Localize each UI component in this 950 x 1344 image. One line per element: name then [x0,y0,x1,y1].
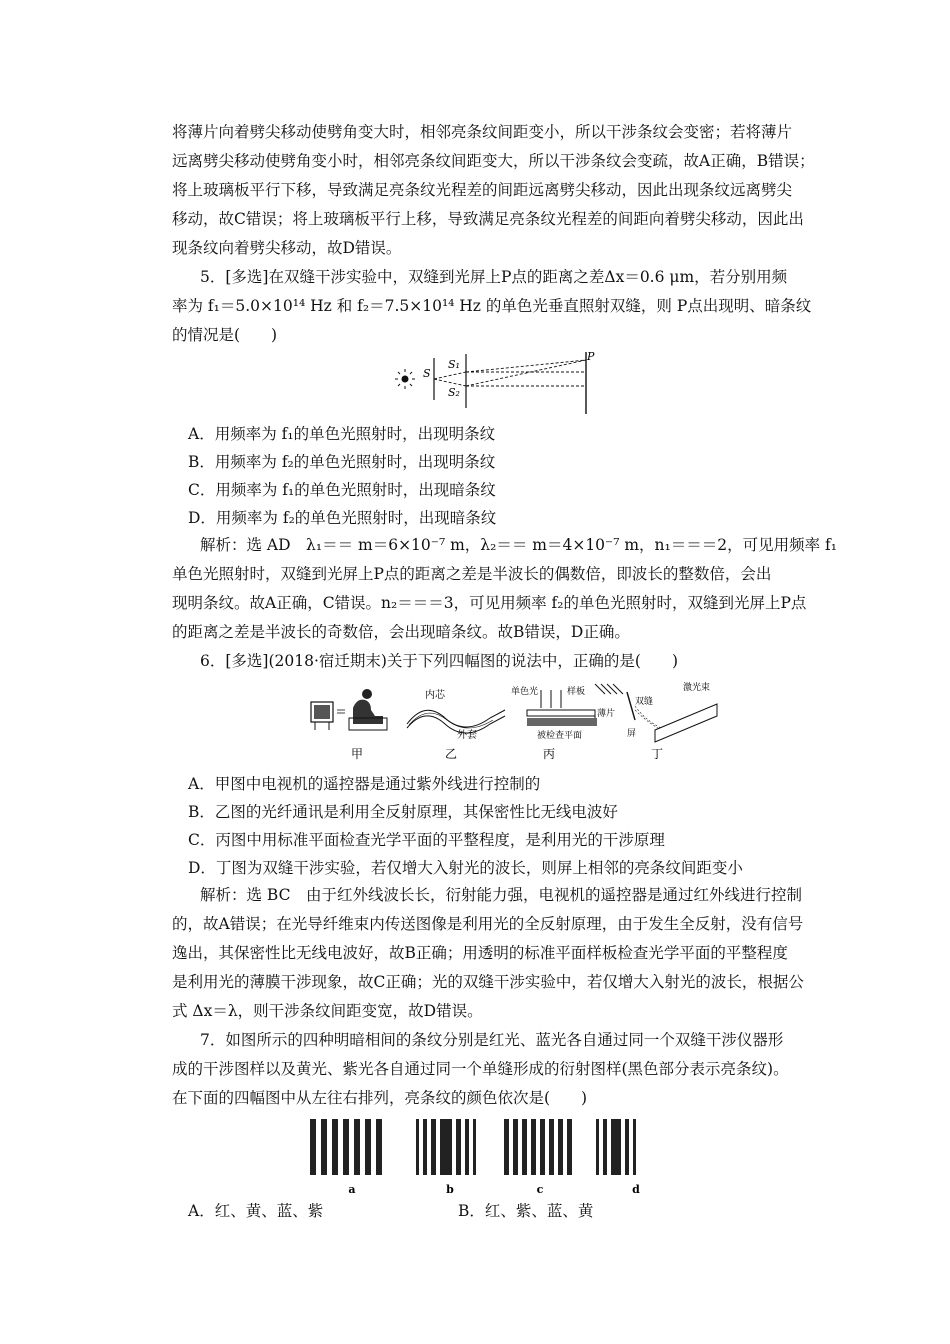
q5-line-3: 的情况是( ) [172,326,278,344]
light-source-icon [395,369,415,389]
fringe-label-c: c [536,1183,544,1195]
label-neixin: 内芯 [425,690,445,701]
pattern-d [596,1119,636,1175]
fringe-patterns-figure [308,1115,648,1195]
bright-fringe [365,1119,371,1175]
fringe-label-d: d [632,1183,640,1195]
bright-fringe [473,1119,476,1175]
intro-line-4: 移动，故C错误；将上玻璃板平行上移，导致满足亮条纹光程差的间距向着劈尖移动，因此出 [172,210,804,228]
q7-line-3: 在下面的四幅图中从左往右排列，亮条纹的颜色依次是( ) [172,1089,588,1107]
q5-analysis-1: 解析：选 AD λ₁＝＝ m＝6×10⁻⁷ m，λ₂＝＝ m＝4×10⁻⁷ m，n₁＝＝＝2，可见用频率 f₁ [200,536,837,554]
pattern-c [504,1119,572,1175]
bright-fringe [531,1119,536,1175]
four-figures [305,680,725,762]
bright-fringe [440,1119,452,1175]
bright-fringe [567,1119,572,1175]
optical-fiber-figure [407,710,505,733]
bright-fringe [549,1119,554,1175]
pattern-a [310,1119,382,1175]
label-waitao: 外套 [457,730,477,741]
q7-option-a: A．红、黄、蓝、紫 [188,1202,324,1220]
q5-analysis-2: 单色光照射时，双缝到光屏上P点的距离之差是半波长的偶数倍，即波长的整数倍，会出 [172,565,772,583]
bright-fringe [465,1119,469,1175]
label-baopian: 薄片 [597,709,616,719]
bright-fringe [633,1119,636,1175]
q6-analysis-1: 解析：选 BC 由于红外线波长长，衍射能力强，电视机的遥控器是通过红外线进行控制 [200,886,802,904]
caption-bing: 丙 [543,747,556,761]
q5-option-c: C．用频率为 f₁的单色光照射时，出现暗条纹 [188,481,496,499]
label-s1: S₁ [448,358,460,371]
bright-fringe [431,1119,436,1175]
q5-option-d: D．用频率为 f₂的单色光照射时，出现暗条纹 [188,509,497,527]
label-yangban: 样板 [567,687,586,697]
bright-fringe [625,1119,629,1175]
caption-jia: 甲 [351,747,364,761]
bright-fringe [456,1119,461,1175]
pattern-b [416,1119,476,1175]
q7-option-b: B．红、紫、蓝、黄 [458,1202,594,1220]
bright-fringe [321,1119,327,1175]
label-shuangfeng: 双缝 [635,697,654,707]
q6-option-b: B．乙图的光纤通讯是利用全反射原理，其保密性比无线电波好 [188,803,618,821]
bright-fringe [522,1119,527,1175]
bright-fringe [423,1119,427,1175]
label-jiguangshu: 激光束 [683,683,711,693]
q5-line-1: 5．[多选]在双缝干涉实验中，双缝到光屏上P点的距离之差Δx＝0.6 μm，若分别用频 [200,268,788,286]
label-p: P [587,350,595,363]
q6-option-c: C．丙图中用标准平面检查光学平面的平整程度，是利用光的干涉原理 [188,831,665,849]
caption-ding: 丁 [651,747,664,761]
label-beijiancha: 被检查平面 [537,731,583,741]
caption-yi: 乙 [445,747,458,761]
fringe-label-a: a [348,1183,356,1195]
intro-line-5: 现条纹向着劈尖移动，故D错误。 [172,239,402,257]
q6-analysis-4: 是利用光的薄膜干涉现象，故C正确；光的双缝干涉实验中，若仅增大入射光的波长，根据公 [172,973,804,991]
bright-fringe [596,1119,599,1175]
q6-line: 6．[多选](2018·宿迁期末)关于下列四幅图的说法中，正确的是( ) [200,652,679,670]
bright-fringe [611,1119,621,1175]
q6-analysis-3: 逸出，其保密性比无线电波好，故B正确；用透明的标准平面样板检查光学平面的平整程度 [172,944,788,962]
label-danseguang: 单色光 [511,687,539,697]
intro-line-3: 将上玻璃板平行下移，导致满足亮条纹光程差的间距远离劈尖移动，因此出现条纹远离劈尖 [172,181,793,199]
double-slit-figure [388,350,598,416]
q5-analysis-3: 现明条纹。故A正确，C错误。n₂＝＝＝3，可见用频率 f₂的单色光照射时，双缝到光屏上P点 [172,594,807,612]
bright-fringe [416,1119,419,1175]
q5-option-a: A．用频率为 f₁的单色光照射时，出现明条纹 [188,425,496,443]
q5-line-2: 率为 f₁＝5.0×10¹⁴ Hz 和 f₂＝7.5×10¹⁴ Hz 的单色光垂直照射双缝，则 P点出现明、暗条纹 [172,297,812,315]
q6-analysis-2: 的，故A错误；在光导纤维束内传送图像是利用光的全反射原理，由于发生全反射，没有信号 [172,915,804,933]
bright-fringe [540,1119,545,1175]
bright-fringe [343,1119,349,1175]
q6-option-a: A．甲图中电视机的遥控器是通过紫外线进行控制的 [188,775,541,793]
bright-fringe [513,1119,518,1175]
bright-fringe [558,1119,563,1175]
q7-line-2: 成的干涉图样以及黄光、紫光各自通过同一个单缝形成的衍射图样(黑色部分表示亮条纹)。 [172,1060,789,1078]
q6-option-d: D．丁图为双缝干涉实验，若仅增大入射光的波长，则屏上相邻的亮条纹间距变小 [188,859,743,877]
q6-analysis-5: 式 Δx＝λ，则干涉条纹间距变宽，故D错误。 [172,1002,483,1020]
bright-fringe [310,1119,316,1175]
bright-fringe [603,1119,607,1175]
bright-fringe [332,1119,338,1175]
tv-remote-figure [311,689,387,730]
label-s2: S₂ [448,386,460,399]
label-s: S [423,367,431,380]
q7-line-1: 7．如图所示的四种明暗相间的条纹分别是红光、蓝光各自通过同一个双缝干涉仪器形 [200,1031,784,1049]
fringe-label-b: b [446,1183,454,1195]
bright-fringe [354,1119,360,1175]
label-ping: 屏 [627,729,637,739]
intro-line-1: 将薄片向着劈尖移动使劈角变大时，相邻亮条纹间距变小，所以干涉条纹会变密；若将薄片 [172,123,793,141]
q5-option-b: B．用频率为 f₂的单色光照射时，出现明条纹 [188,453,496,471]
intro-line-2: 远离劈尖移动使劈角变小时，相邻亮条纹间距变大，所以干涉条纹会变疏，故A正确，B错误； [172,152,815,170]
bright-fringe [504,1119,509,1175]
q5-analysis-4: 的距离之差是半波长的奇数倍，会出现暗条纹。故B错误，D正确。 [172,623,630,641]
bright-fringe [376,1119,382,1175]
